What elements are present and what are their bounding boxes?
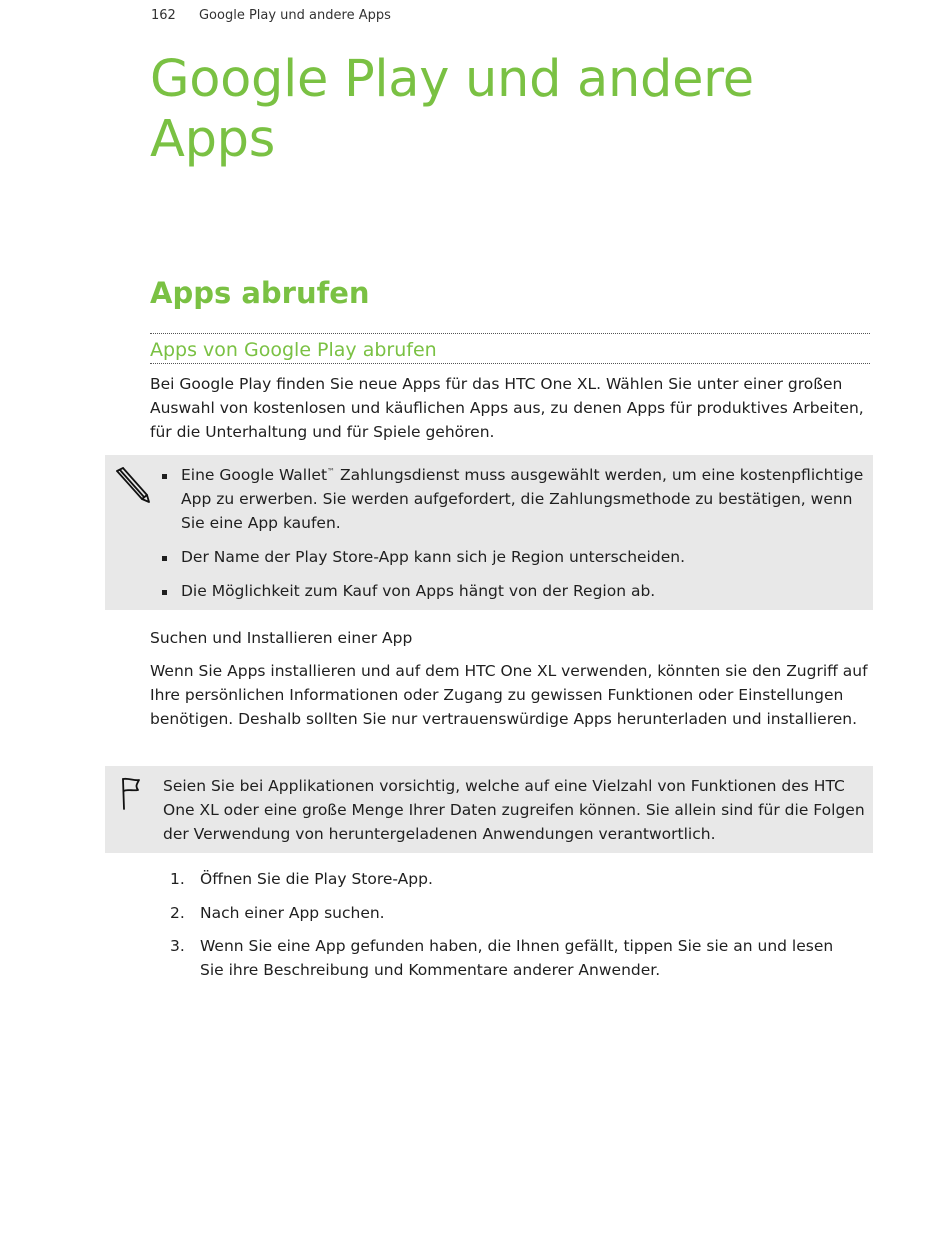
note-list [150,463,870,613]
steps-list [160,867,860,992]
step-number: 2. [170,903,185,922]
step-text: Nach einer App suchen. [200,903,385,922]
note-item [150,463,870,535]
step-item [160,934,860,982]
section-title: Apps abrufen [150,276,370,310]
step-text: Wenn Sie eine App gefunden haben, die Ihnen gefällt, tippen Sie sie an und lesen Sie ihre Beschreibung und Kommentare anderer Anwender. [200,937,834,979]
chapter-title: Google Play und andere Apps [150,50,754,169]
body-paragraph: Wenn Sie Apps installieren und auf dem HTC One XL verwenden, könnten sie den Zugriff auf Ihre persönlichen Informationen oder Zugang zu gewissen Funktionen oder Einstellungen benötigen. Deshalb sollten Sie nur vertrauenswürdige Apps herunterladen und installieren. [150,662,868,728]
running-title: Google Play und andere Apps [198,8,391,23]
bullet [162,590,167,595]
bullet [162,474,167,479]
step-item [160,867,860,891]
note-item-text: Eine Google Wallet [181,466,328,484]
bullet [162,556,167,561]
note-item-text: Die Möglichkeit zum Kauf von Apps hängt von der Region ab. [181,582,656,600]
note-item [150,579,870,603]
note-item-text: Zahlungsdienst muss ausgewählt werden, um eine kostenpflichtige App zu erwerben. Sie werden aufgefordert, die Zahlungsmethode zu bestätigen, wenn Sie eine App kaufen. [181,466,864,532]
flag-icon [119,776,143,816]
subsection-title: Apps von Google Play abrufen [150,339,437,361]
page-number: 162 [151,8,176,23]
subsection-header [150,333,870,364]
step-text: Öffnen Sie die Play Store-App. [200,870,433,888]
step-number: 3. [170,937,185,955]
warning-text: Seien Sie bei Applikationen vorsichtig, welche auf eine Vielzahl von Funktionen des HTC One XL oder eine große Menge Ihrer Daten zugreifen können. Sie allein sind für die Folgen der Verwendung von heruntergeladenen Anwendungen verantwortlich. [163,777,865,843]
note-item [150,545,870,569]
trademark-symbol: ™ [327,466,336,476]
running-header [151,8,391,23]
subheading: Suchen und Installieren einer App [150,629,413,647]
note-item-text: Der Name der Play Store-App kann sich je Region unterscheiden. [181,548,685,566]
note-box [105,455,873,610]
pencil-icon [113,465,151,509]
step-item [160,901,860,925]
intro-paragraph: Bei Google Play finden Sie neue Apps für das HTC One XL. Wählen Sie unter einer großen Auswahl von kostenlosen und käuflichen Apps aus, zu denen Apps für produktives Arbeiten, für die Unterhaltung und für Spiele gehören. [150,375,864,441]
warning-box [105,766,873,853]
step-number: 1. [170,870,185,888]
